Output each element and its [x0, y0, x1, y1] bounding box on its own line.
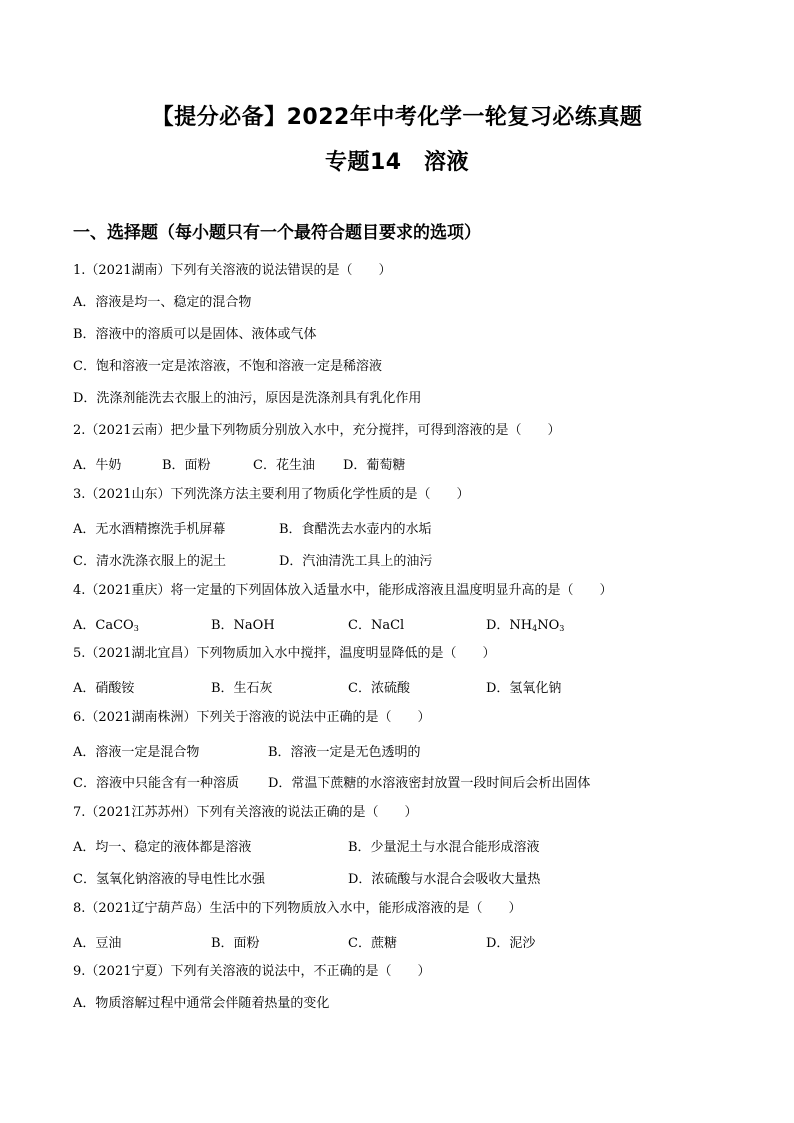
- question-7-option-d: D．浓硫酸与水混合会吸收大量热: [348, 872, 541, 887]
- section-heading: 一、选择题（每小题只有一个最符合题目要求的选项）: [73, 223, 481, 243]
- question-6-option-a: A．溶液一定是混合物: [73, 745, 200, 760]
- question-2-option-c: C．花生油: [253, 458, 315, 473]
- question-4-option-c: C．NaCl: [348, 618, 405, 633]
- question-1-stem: 1.（2021湖南）下列有关溶液的说法错误的是（ ）: [73, 263, 392, 278]
- question-1-option-a: A．溶液是均一、稳定的混合物: [73, 295, 252, 310]
- question-7-stem: 7.（2021江苏苏州）下列有关溶液的说法正确的是（ ）: [73, 805, 418, 820]
- question-6-option-b: B．溶液一定是无色透明的: [268, 745, 421, 760]
- question-4-option-a: [73, 614, 139, 633]
- question-5-option-d: D．氢氧化钠: [486, 681, 562, 696]
- question-1-option-b: B．溶液中的溶质可以是固体、液体或气体: [73, 327, 317, 342]
- question-4-option-a-text: A．CaCO: [73, 618, 134, 633]
- question-1-option-d: D．洗涤剂能洗去衣服上的油污，原因是洗涤剂具有乳化作用: [73, 391, 422, 406]
- subscript: 3: [559, 624, 565, 633]
- question-2-option-d: D．葡萄糖: [343, 458, 406, 473]
- question-4-option-b: B．NaOH: [211, 618, 275, 633]
- question-8-option-b: B．面粉: [211, 936, 260, 951]
- question-6-option-c: C．溶液中只能含有一种溶质: [73, 776, 239, 791]
- subscript: 3: [133, 624, 139, 633]
- question-2-option-a: A．牛奶: [73, 458, 122, 473]
- question-7-option-b: B．少量泥土与水混合能形成溶液: [348, 840, 540, 855]
- question-5-option-b: B．生石灰: [211, 681, 273, 696]
- question-3-option-c: C．清水洗涤衣服上的泥土: [73, 554, 226, 569]
- question-5-option-c: C．浓硫酸: [348, 681, 410, 696]
- question-8-option-a: A．豆油: [73, 936, 122, 951]
- subscript: 4: [532, 624, 538, 633]
- question-4-stem: 4.（2021重庆）将一定量的下列固体放入适量水中，能形成溶液且温度明显升高的是（ ）: [73, 583, 613, 598]
- document-title: 【提分必备】2022年中考化学一轮复习必练真题: [151, 105, 643, 130]
- question-6-option-d: D．常温下蔗糖的水溶液密封放置一段时间后会析出固体: [268, 776, 591, 791]
- question-8-stem: 8.（2021辽宁葫芦岛）生活中的下列物质放入水中，能形成溶液的是（ ）: [73, 901, 522, 916]
- question-6-stem: 6.（2021湖南株洲）下列关于溶液的说法中正确的是（ ）: [73, 710, 431, 725]
- question-7-option-c: C．氢氧化钠溶液的导电性比水强: [73, 872, 265, 887]
- question-8-option-d: D．泥沙: [486, 936, 536, 951]
- question-9-stem: 9.（2021宁夏）下列有关溶液的说法中，不正确的是（ ）: [73, 964, 431, 979]
- document-subtitle: 专题14 溶液: [324, 150, 470, 175]
- question-3-option-d: D．汽油清洗工具上的油污: [279, 554, 433, 569]
- question-3-option-a: A．无水酒精擦洗手机屏幕: [73, 522, 226, 537]
- question-3-stem: 3.（2021山东）下列洗涤方法主要利用了物质化学性质的是（ ）: [73, 487, 470, 502]
- question-7-option-a: A．均一、稳定的液体都是溶液: [73, 840, 252, 855]
- question-1-option-c: C．饱和溶液一定是浓溶液，不饱和溶液一定是稀溶液: [73, 359, 382, 374]
- question-5-option-a: A．硝酸铵: [73, 681, 135, 696]
- question-4-option-d-text-2: NO: [537, 618, 560, 633]
- question-9-option-a: A．物质溶解过程中通常会伴随着热量的变化: [73, 996, 330, 1011]
- question-4-option-d: [486, 614, 564, 633]
- question-4-option-d-text: D．NH: [486, 618, 533, 633]
- question-2-option-b: B．面粉: [162, 458, 211, 473]
- question-5-stem: 5.（2021湖北宜昌）下列物质加入水中搅拌，温度明显降低的是（ ）: [73, 646, 496, 661]
- question-8-option-c: C．蔗糖: [348, 936, 397, 951]
- question-2-stem: 2.（2021云南）把少量下列物质分别放入水中，充分搅拌，可得到溶液的是（ ）: [73, 423, 561, 438]
- question-3-option-b: B．食醋洗去水壶内的水垢: [279, 522, 432, 537]
